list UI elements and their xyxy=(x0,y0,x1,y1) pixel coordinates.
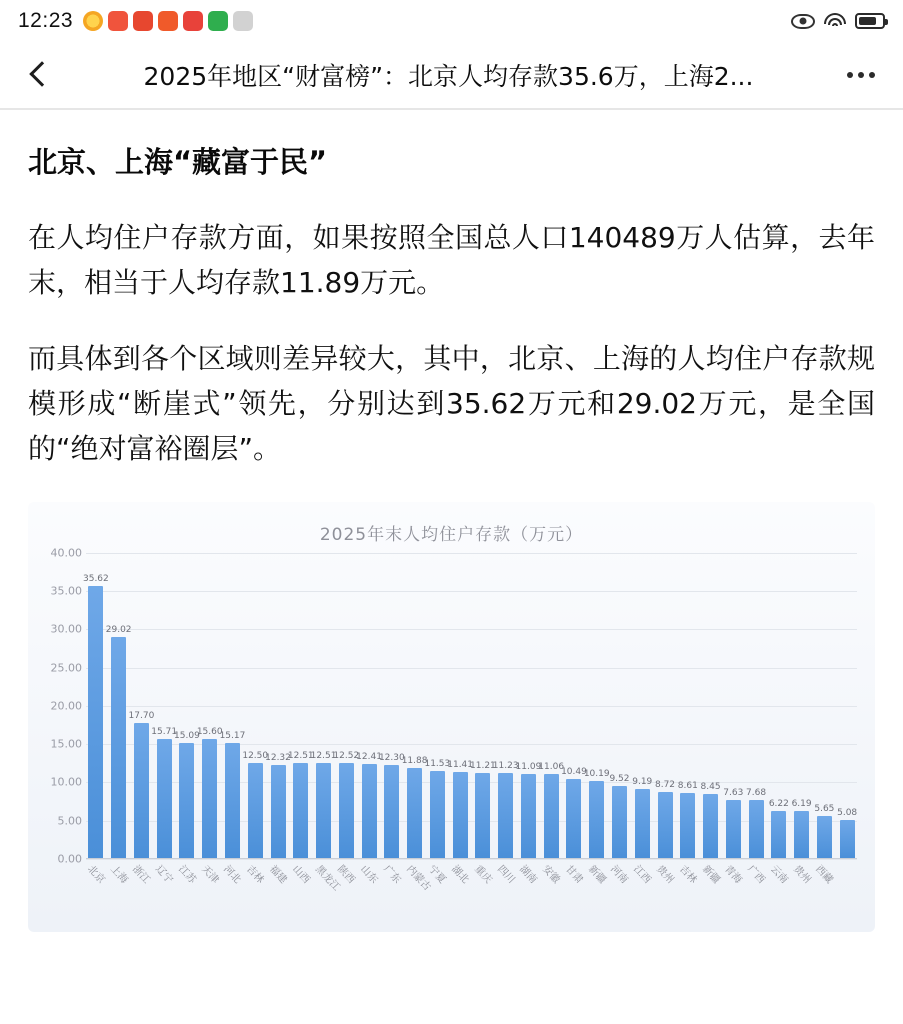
article-paragraph-2: 而具体到各个区域则差异较大，其中，北京、上海的人均住户存款规模形成“断崖式”领先，分别达到35.62万元和29.02万元，是全国的“绝对富裕圈层”。 xyxy=(28,341,875,466)
chart-x-tick: 江苏 xyxy=(175,863,198,886)
chart-bar xyxy=(271,765,286,859)
chart-bar xyxy=(339,763,354,859)
wifi-icon xyxy=(824,13,846,29)
chart-x-tick: 安徽 xyxy=(540,863,562,886)
chart-bar-item xyxy=(242,553,269,859)
chart-bar-item xyxy=(561,553,587,859)
chart-bar xyxy=(566,779,581,859)
chart-bar-item xyxy=(701,553,721,859)
status-right-icons xyxy=(791,13,885,29)
chart-x-tick: 上海 xyxy=(107,863,130,886)
chart-bar-item xyxy=(583,553,610,859)
chart-x-tick: 山西 xyxy=(289,863,312,886)
chart-bar-item xyxy=(746,553,766,859)
sun-icon xyxy=(83,11,103,31)
chart-bar-value: 12.32 xyxy=(265,752,291,763)
chart-bar xyxy=(817,816,832,859)
chart-y-tick: 20.00 xyxy=(50,699,82,713)
chart-bar-item xyxy=(470,553,496,859)
chart-bar-value: 11.23 xyxy=(492,760,519,771)
chart-x-tick: 青海 xyxy=(722,863,745,886)
chart-bar-value: 17.70 xyxy=(128,711,155,722)
app-icon-orange xyxy=(158,11,178,31)
chart-bar-item xyxy=(837,553,857,859)
chart-bar-value: 6.22 xyxy=(768,799,789,810)
chart-bar xyxy=(726,800,741,858)
chart-bar-item xyxy=(655,553,675,859)
chart-x-tick: 福建 xyxy=(267,863,289,886)
chart-bar xyxy=(453,772,468,859)
chart-y-tick: 35.00 xyxy=(50,584,82,598)
chart-bar-item xyxy=(174,553,200,859)
chart-bar-value: 9.52 xyxy=(609,773,630,784)
more-horizontal-icon[interactable] xyxy=(841,72,881,78)
chart-bar-value: 12.51 xyxy=(287,751,314,762)
chart-bar-value: 11.88 xyxy=(401,755,428,766)
chart-bar-value: 8.61 xyxy=(677,780,698,791)
chart-bar xyxy=(521,774,536,859)
chart-bar xyxy=(430,771,445,859)
chart-bar-value: 12.52 xyxy=(333,751,360,762)
chart-x-tick xyxy=(837,859,857,893)
chart-bar xyxy=(293,763,308,859)
chart-bar-item xyxy=(792,553,812,859)
chart-plot-area xyxy=(50,546,858,893)
chart-bar xyxy=(635,789,650,859)
chart-y-tick: 25.00 xyxy=(50,661,82,675)
chart-x-tick: 内蒙古 xyxy=(403,863,433,893)
chart-x-tick: 吉林 xyxy=(244,863,266,886)
chart-x-tick: 北京 xyxy=(84,863,107,886)
chart-x-tick: 西藏 xyxy=(813,863,836,886)
chart-bar-item xyxy=(265,553,291,859)
chart-bar-item xyxy=(401,553,428,859)
navigation-bar xyxy=(0,42,903,108)
chart-x-tick: 天津 xyxy=(198,863,221,886)
chart-bar-value: 7.68 xyxy=(746,788,767,799)
chart-bar xyxy=(612,786,627,859)
chart-x-tick: 新疆 xyxy=(585,863,608,886)
chart-bar-value: 6.19 xyxy=(791,799,812,810)
chart-y-axis xyxy=(42,546,84,866)
chart-bar-value: 12.50 xyxy=(242,751,269,762)
chart-bar-item xyxy=(219,553,246,859)
chart-bar-value: 8.72 xyxy=(654,780,676,791)
chart-bar-value: 5.65 xyxy=(814,803,835,814)
chart-bar-value: 10.49 xyxy=(561,766,587,777)
chart-bar xyxy=(703,794,718,859)
chart-bar xyxy=(202,739,217,858)
chart-bar xyxy=(384,765,399,859)
chevron-left-icon[interactable] xyxy=(22,58,56,92)
article-heading: 北京、上海“藏富于民” xyxy=(28,145,328,179)
chart-bar-item xyxy=(723,553,743,859)
app-icon-scarlet xyxy=(183,11,203,31)
chart-bar-item xyxy=(196,553,223,859)
chart-bar-item xyxy=(492,553,519,859)
chart-x-tick: 河南 xyxy=(608,863,631,886)
chart-bar xyxy=(407,768,422,859)
chart-y-tick: 15.00 xyxy=(50,737,82,751)
chart-bar xyxy=(749,800,764,859)
chart-bar xyxy=(589,781,604,859)
chart-x-tick: 山东 xyxy=(358,863,380,886)
chart-bar-value: 7.63 xyxy=(723,788,744,799)
chart-bar-item xyxy=(815,553,835,859)
chart-bar-item xyxy=(515,553,542,859)
chart-bar-value: 12.41 xyxy=(356,751,382,762)
chart-bar-item xyxy=(128,553,155,859)
app-icon-green xyxy=(208,11,228,31)
chart-bar xyxy=(794,811,809,858)
chart-bar-item xyxy=(378,553,405,859)
chart-x-tick: 甘肃 xyxy=(562,863,585,886)
chart-x-tick: 黑龙江 xyxy=(312,863,342,893)
chart-title: 2025年末人均住户存款（万元） xyxy=(319,524,584,545)
chart-bars xyxy=(82,553,858,859)
chart-bar-item xyxy=(447,553,474,859)
chart-bar xyxy=(157,739,172,859)
chart-x-tick: 宁夏 xyxy=(426,863,449,886)
status-left-icons xyxy=(83,11,253,31)
chart-bar-item xyxy=(538,553,565,859)
chart-bar-value: 11.09 xyxy=(515,761,542,772)
chart-bar-value: 35.62 xyxy=(82,574,109,585)
chart-x-tick: 陕西 xyxy=(335,863,358,886)
chart-bar-item xyxy=(82,553,109,859)
chart-bar xyxy=(771,811,786,859)
chart-y-tick: 30.00 xyxy=(50,622,82,636)
app-icon-crimson xyxy=(133,11,153,31)
chart-bar xyxy=(111,637,126,859)
chart-y-tick: 40.00 xyxy=(50,546,82,560)
chart-bar xyxy=(680,793,695,859)
chart-bar-value: 15.71 xyxy=(151,726,178,737)
chart-bar xyxy=(248,763,263,859)
chart-x-tick: 重庆 xyxy=(471,863,494,886)
chart-bar xyxy=(179,743,194,858)
chart-bar-item xyxy=(769,553,789,859)
chart-bar-item xyxy=(678,553,698,859)
chart-x-axis-labels xyxy=(86,859,857,893)
chart-bar xyxy=(498,773,513,859)
chart-y-tick: 10.00 xyxy=(50,775,82,789)
chart-bar-value: 10.19 xyxy=(583,768,610,779)
chart-bar-item xyxy=(310,553,337,859)
chart-x-tick: 广西 xyxy=(745,863,767,886)
chart-y-tick: 5.00 xyxy=(57,814,82,828)
chart-x-tick: 湖南 xyxy=(517,863,540,886)
chart-x-tick: 四川 xyxy=(494,863,517,886)
status-bar xyxy=(0,0,903,42)
chart-bar-value: 12.30 xyxy=(378,752,405,763)
chart-bar xyxy=(544,774,559,859)
chart-x-tick: 贵州 xyxy=(790,863,813,886)
chart-x-tick: 辽宁 xyxy=(153,863,175,886)
chart-bar-value: 29.02 xyxy=(105,624,132,635)
chart-x-tick: 云南 xyxy=(767,863,790,886)
chart-bar-value: 11.06 xyxy=(538,762,565,773)
chart-x-tick: 贵州 xyxy=(654,863,676,886)
chart-y-tick: 0.00 xyxy=(57,852,82,866)
chart-bar-item xyxy=(105,553,132,859)
chart-bar xyxy=(225,743,240,859)
chart-bar-item xyxy=(632,553,652,859)
chart-x-tick: 广东 xyxy=(380,863,403,886)
chart-bar-item xyxy=(287,553,314,859)
battery-icon xyxy=(855,13,885,29)
chart-bar xyxy=(475,773,490,859)
chart-bar-value: 11.41 xyxy=(447,759,474,770)
article-paragraph-1: 在人均住户存款方面，如果按照全国总人口140489万人估算，去年末，相当于人均存款11.89万元。 xyxy=(28,221,875,300)
chart-card xyxy=(28,502,875,932)
chart-bar-value: 15.17 xyxy=(219,730,246,741)
page-title: 2025年地区“财富榜”：北京人均存款35.6万，上海2... xyxy=(143,62,754,91)
chart-bar-value: 11.21 xyxy=(470,761,496,772)
chart-bar xyxy=(88,586,103,858)
chart-bar-value: 15.60 xyxy=(196,727,223,738)
status-time: 12:23 xyxy=(18,9,74,32)
article-body xyxy=(0,110,903,1024)
chart-x-tick: 河北 xyxy=(221,863,244,886)
chart-bar xyxy=(362,764,377,859)
chart-bar xyxy=(134,723,149,858)
chart-bar-item xyxy=(151,553,178,859)
chart-bar-item xyxy=(424,553,451,859)
chart-bar-value: 15.09 xyxy=(174,731,200,742)
eye-care-icon xyxy=(791,14,815,29)
more-dots-icon xyxy=(233,11,253,31)
chart-x-tick: 浙江 xyxy=(130,863,153,886)
app-icon-red xyxy=(108,11,128,31)
chart-bar-value: 9.19 xyxy=(632,776,653,787)
chart-bar xyxy=(658,792,673,859)
chart-bar-value: 11.53 xyxy=(424,758,451,769)
chart-bar-item xyxy=(356,553,382,859)
chart-bar-value: 5.08 xyxy=(837,807,858,818)
chart-bar-item xyxy=(610,553,630,859)
chart-bar xyxy=(840,820,855,859)
chart-bar-item xyxy=(333,553,360,859)
chart-x-tick: 湖北 xyxy=(449,863,471,886)
chart-x-tick: 江西 xyxy=(631,863,653,886)
chart-bar xyxy=(316,763,331,859)
chart-bar-value: 12.51 xyxy=(310,751,337,762)
chart-x-tick: 新疆 xyxy=(699,863,722,886)
chart-x-tick: 吉林 xyxy=(676,863,699,886)
chart-bar-value: 8.45 xyxy=(700,782,721,793)
